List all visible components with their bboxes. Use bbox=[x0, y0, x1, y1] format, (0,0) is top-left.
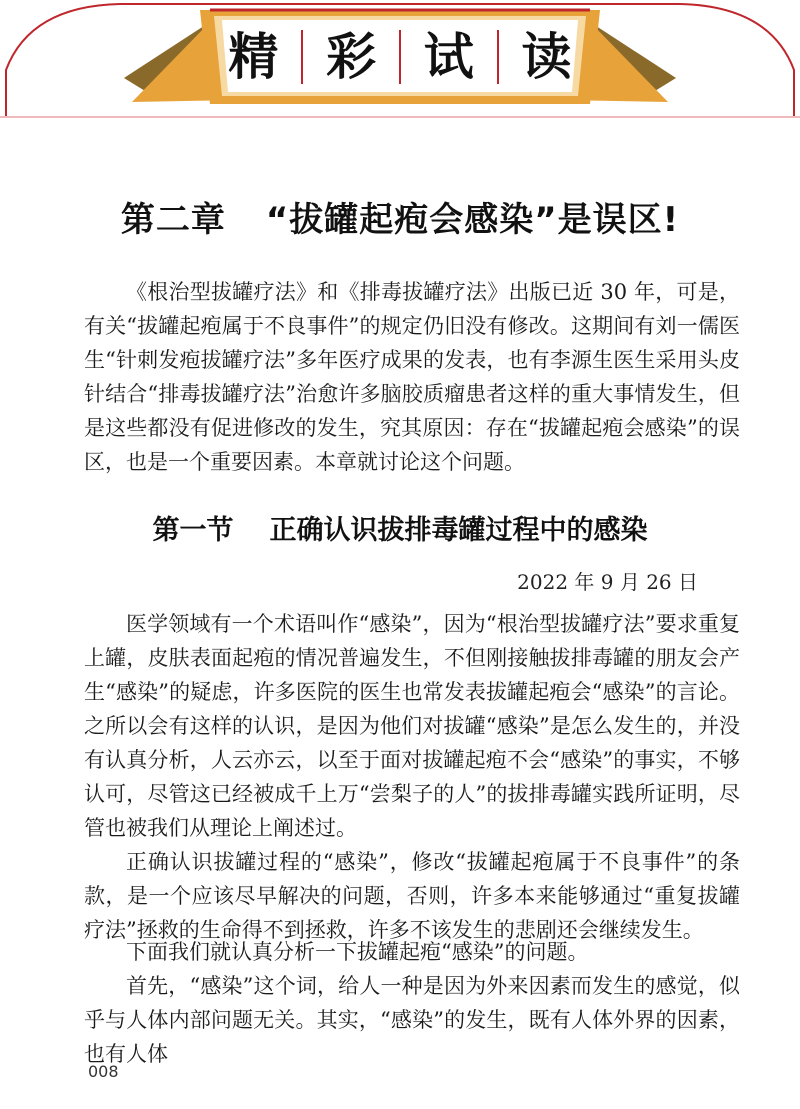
chapter-title bbox=[0, 192, 800, 241]
chapter-intro-paragraph: 《根治型拔罐疗法》和《排毒拔罐疗法》出版已近 30 年，可是，有关“拔罐起疱属于不良事件”的规定仍旧没有修改。这期间有刘一儒医生“针刺发疱拔罐疗法”多年医疗成果的发表，也有李源生医生采用头皮针结合“排毒拔罐疗法”治愈许多脑胶质瘤患者这样的重大事情发生，但是这些都没有促进修改的发生，究其原因：存在“拔罐起疱会感染”的误区，也是一个重要因素。本章就讨论这个问题。 bbox=[84, 280, 740, 474]
body-paragraph: 下面我们就认真分析一下拔罐起疱“感染”的问题。 bbox=[126, 940, 589, 964]
chapter-number: 第二章 bbox=[120, 200, 226, 240]
banner-title bbox=[212, 14, 588, 100]
banner-divider bbox=[497, 30, 499, 84]
page-number: 008 bbox=[88, 1062, 119, 1081]
section-title bbox=[0, 508, 800, 547]
chapter-heading: “拔罐起疱会感染”是误区! bbox=[265, 200, 680, 240]
banner-divider bbox=[399, 30, 401, 84]
banner-char: 读 bbox=[521, 28, 572, 86]
body-paragraph: 正确认识拔罐过程的“感染”，修改“拔罐起疱属于不良事件”的条款，是一个应该尽早解决的问题，否则，许多本来能够通过“重复拔罐疗法”拯救的生命得不到拯救，许多不该发生的悲剧还会继续发生。 bbox=[84, 850, 740, 942]
body-paragraph: 医学领域有一个术语叫作“感染”，因为“根治型拔罐疗法”要求重复上罐，皮肤表面起疱的情况普遍发生，不但刚接触拔排毒罐的朋友会产生“感染”的疑虑，许多医院的医生也常发表拔罐起疱会“感染”的言论。之所以会有这样的认识，是因为他们对拔罐“感染”是怎么发生的，并没有认真分析，人云亦云，以至于面对拔罐起疱不会“感染”的事实，不够认可，尽管这已经被成千上万“尝梨子的人”的拔排毒罐实践所证明，尽管也被我们从理论上阐述过。 bbox=[84, 612, 740, 840]
banner-char: 试 bbox=[423, 28, 474, 86]
banner-divider bbox=[301, 30, 303, 84]
section-number: 第一节 bbox=[152, 515, 234, 546]
banner-char: 精 bbox=[228, 28, 279, 86]
section-date: 2022 年 9 月 26 日 bbox=[517, 570, 698, 594]
section-heading: 正确认识拔排毒罐过程中的感染 bbox=[269, 515, 648, 546]
body-paragraph: 首先，“感染”这个词，给人一种是因为外来因素而发生的感觉，似乎与人体内部问题无关。其实，“感染”的发生，既有人体外界的因素，也有人体 bbox=[84, 974, 740, 1066]
banner-char: 彩 bbox=[326, 28, 377, 86]
header-banner bbox=[0, 0, 800, 120]
